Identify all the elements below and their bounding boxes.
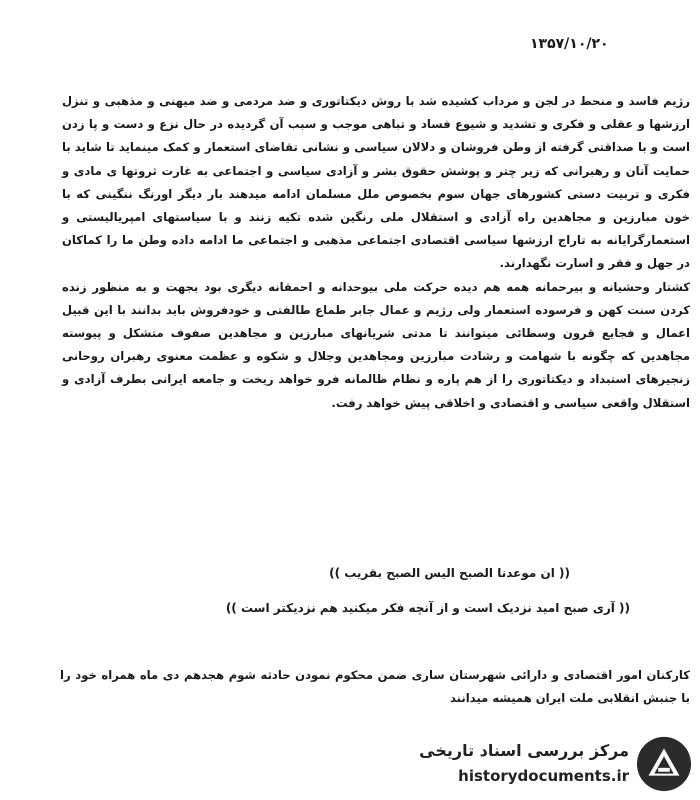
persian-quote: (( آری صبح امید نزدیک است و از آنچه فکر میکنید هم نزدیکتر است )) <box>225 601 630 615</box>
document-date: ۱۳۵۷/۱۰/۲۰ <box>530 36 609 52</box>
watermark-title: مرکز بررسی اسناد تاریخی <box>419 741 629 760</box>
document-body <box>62 90 690 415</box>
arabic-quote: (( ان موعدنا الصبح الیس الصبح بقریب )) <box>329 566 570 580</box>
closing-statement: کارکنان امور اقتصادی و دارائی شهرستان ساری ضمن محکوم نمودن حادثه شوم هجدهم دی ماه همراه خود را با جنبش انقلابی ملت ایران همیشه میدانند <box>60 668 690 705</box>
archive-watermark <box>405 735 695 795</box>
watermark-url: historydocuments.ir <box>458 767 629 785</box>
paragraph-1: رژیم فاسد و منحط در لجن و مرداب کشیده شد با روش دیکتاتوری و ضد مردمی و ضد میهنی و مذهبی و تنزل ارزشها و عقلی و فکری و تشدید و شیوع فساد و تباهی موجب و سبب آن گردیده در حال نزع و دست و پا زدن است و با صداقتی گرفته از وطن فروشان و دلالان سیاسی و نشانی تقاضای استعمار و کمک مینماید تا شاید با حمایت آنان و رهبرانی که زیر چتر و پوشش حقوق بشر و آزادی سیاسی و اجتماعی به غارت ثروتها ی مادی و فکری و تربیت دستی کشورهای جهان سوم بخصوص ملل مسلمان ادامه میدهند بار دیگر اورنگ ننگینی که با خون مبارزین و مجاهدین راه آزادی و استقلال ملی رنگین شده تکیه زنند و با سیاستهای امپریالیستی و استعمارگرایانه به تاراج ارزشها سیاسی اقتصادی اجتماعی مذهبی و اجتماعی ما ادامه داده وطن ما را کماکان در جهل و فقر و اسارت نگهدارند. <box>62 94 690 271</box>
paragraph-2: کشتار وحشیانه و بیرحمانه همه هم دیده حرکت ملی بیوحدانه و احمقانه دیگری بود بجهت و به منظور زنده کردن سنت کهن و فرسوده استعمار ولی رژیم و عمال جابر طماع طالفتی و خودفروش باید بدانند با این قبیل اعمال و فجایع قرون وسطائی میتوانند تا مدتی شریانهای مبارزین و مجاهدین صفوف متشکل و پیوسته مجاهدین که چگونه با شهامت و رشادت مبارزین ومجاهدین وجلال و شکوه و عظمت معنوی رهبران روحانی زنجیرهای استبداد و دیکتاتوری را از هم پاره و نظام ظالمانه فرو خواهد ریخت و جامعه ایرانی بطرف آزادی و استقلال واقعی سیاسی و اقتصادی و اخلاقی پیش خواهد رفت. <box>62 279 690 410</box>
archive-logo-icon <box>635 735 693 793</box>
